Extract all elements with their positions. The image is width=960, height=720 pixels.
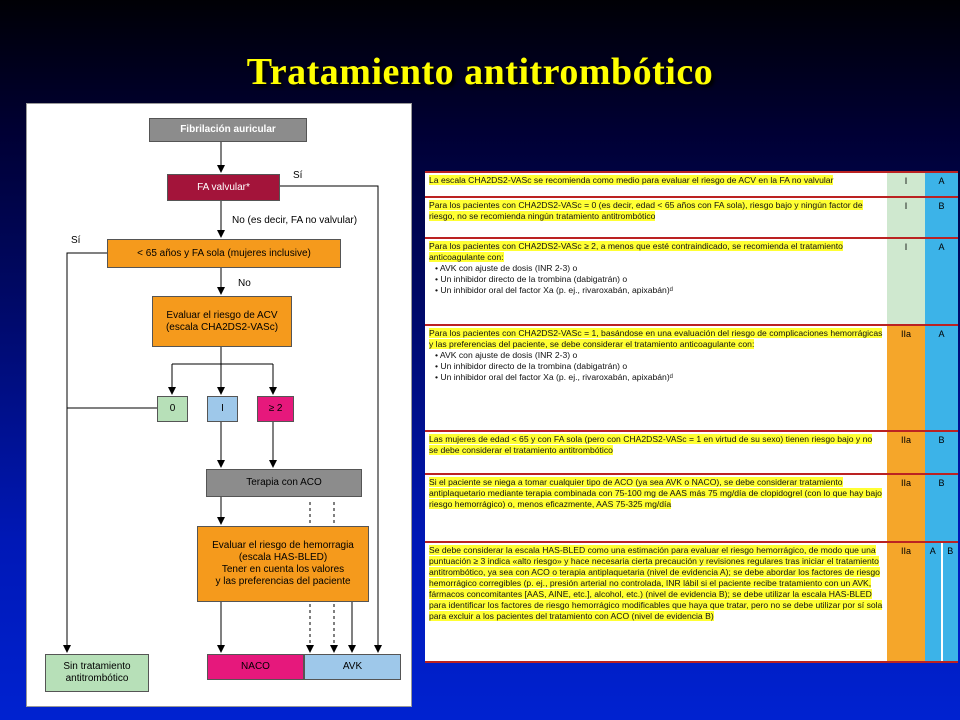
row-bullet: • Un inhibidor directo de la trombina (dabigatrán) o [435, 360, 628, 371]
row-class: IIa [887, 431, 925, 474]
table-row [425, 238, 958, 325]
terapia-aco-label: Terapia con ACO [246, 477, 322, 488]
hem-line1: Evaluar el riesgo de hemorragia [212, 540, 354, 551]
score-0-box [157, 396, 188, 422]
row-text: Si el paciente se niega a tomar cualquier tipo de ACO (ya sea AVK o NACO), se debe considerar tratamiento antiplaquetario mediante terapia combinada con 75-100 mg de AAS más 75 mg/día de clopidogrel (con lo que hay bajo riesgo hemorrágico) o, menos eficazmente, AAS 75-325 mg/día [425, 474, 887, 542]
row-bullet: • Un inhibidor directo de la trombina (dabigatrán) o [435, 274, 628, 284]
score-1-label: I [221, 403, 224, 414]
row-level: A [925, 238, 958, 325]
row-level: B [925, 474, 958, 542]
row-level-a: A [929, 546, 936, 557]
avk-label: AVK [342, 661, 363, 672]
row-class: IIa [887, 542, 925, 662]
row-bullet: • Un inhibidor oral del factor Xa (p. ej., rivaroxabán, apixabán)ᵈ [435, 285, 673, 295]
row-level: A [925, 325, 958, 431]
row-level-b: B [941, 543, 959, 661]
row-class: IIa [887, 325, 925, 431]
evaluar-acv-box [152, 296, 292, 347]
fa-valvular-box [167, 174, 280, 201]
menor65-box [107, 239, 341, 268]
flowchart-panel [26, 103, 412, 707]
row-text: Para los pacientes con CHA2DS2-VASc ≥ 2, a menos que esté contraindicado, se recomienda el tratamiento anticoagulante con: • AVK con ajuste de dosis (INR 2-3) o • Un inhibidor directo de la trombina (dabigatrán) o • Un inhibidor oral del factor Xa (p. ej., rivaroxabán, apixabán)ᵈ [425, 238, 887, 325]
evaluar-acv-line1: Evaluar el riesgo de ACV [166, 309, 278, 321]
table-row [425, 197, 958, 238]
row-class: IIa [887, 474, 925, 542]
table-row [425, 172, 958, 197]
si-menor65-label: Sí [71, 235, 81, 246]
row-text: Se debe considerar la escala HAS-BLED como una estimación para evaluar el riesgo hemorrágico, de modo que una puntuación ≥ 3 indica «alto riesgo» y hace necesaria cierta precaución y revisiones regulares tras iniciar el tratamiento antitrombótico, ya sea con ACO o terapia antiplaquetaria (nivel de evidencia A); se debe abordar los factores de riesgo hemorrágico corregibles (p. ej., presión arterial no controlada, INR lábil si el paciente recibe tratamiento con un AVK, fármacos concomitantes [AAS, AINE, etc.], alcohol, etc.) (nivel de evidencia B); se debe utilizar la escala HAS-BLED para identificar los factores de riesgo hemorrágico modificables que haya que tratar, pero no se debe utilizar por sí sola para excluir a los pacientes del tratamiento con ACO (nivel de evidencia B) [425, 542, 887, 662]
row-level-split [925, 542, 958, 662]
table-row [425, 431, 958, 474]
sin-tto-line1: Sin tratamiento [63, 661, 131, 672]
score-2-box [257, 396, 294, 422]
score-0-label: 0 [169, 403, 176, 414]
score-2-label: ≥ 2 [268, 403, 283, 414]
fa-box [149, 118, 307, 142]
row-class: I [887, 172, 925, 197]
hem-line4: y las preferencias del paciente [215, 576, 351, 587]
evaluar-hemorragia-box [197, 526, 369, 602]
table-row [425, 474, 958, 542]
evaluar-acv-line2: (escala CHA2DS2-VASc) [165, 321, 279, 333]
terapia-aco-box [206, 469, 362, 497]
row-text: La escala CHA2DS2-VASc se recomienda como medio para evaluar el riesgo de ACV en la FA no valvular [425, 172, 887, 197]
sin-tto-line2: antitrombótico [65, 673, 129, 684]
row-bullet: • AVK con ajuste de dosis (INR 2-3) o [435, 263, 578, 273]
slide-title: Tratamiento antitrombótico [246, 51, 714, 93]
table-row [425, 325, 958, 431]
row-text: Las mujeres de edad < 65 y con FA sola (pero con CHA2DS2-VASc = 1 en virtud de su sexo) tienen riesgo bajo y no se debe considerar el tratamiento antitrombótico [425, 431, 887, 474]
row-bullet: • AVK con ajuste de dosis (INR 2-3) o [435, 349, 578, 360]
row-class: I [887, 238, 925, 325]
naco-label: NACO [241, 661, 270, 672]
avk-box [304, 654, 401, 680]
fa-valvular-label: FA valvular* [197, 181, 250, 193]
menor65-label: < 65 años y FA sola (mujeres inclusive) [137, 247, 311, 259]
row-bullet: • Un inhibidor oral del factor Xa (p. ej., rivaroxabán, apixabán)ᵈ [435, 371, 673, 382]
row-text: Para los pacientes con CHA2DS2-VASc = 0 (es decir, edad < 65 años con FA sola), riesgo bajo y ningún factor de riesgo, no se recomienda ningún tratamiento antitrombótico [425, 197, 887, 238]
recommendations-table [425, 171, 958, 663]
hem-line2: (escala HAS-BLED) [238, 552, 328, 563]
row-level: B [925, 431, 958, 474]
row-level: B [925, 197, 958, 238]
no-menor65-label: No [238, 278, 251, 289]
row-class: I [887, 197, 925, 238]
si-valvular-label: Sí [293, 170, 303, 181]
row-text: Para los pacientes con CHA2DS2-VASc = 1, basándose en una evaluación del riesgo de complicaciones hemorrágicas y las preferencias del paciente, se debe considerar el tratamiento anticoagulante con: • AVK con ajuste de dosis (INR 2-3) o • Un inhibidor directo de la trombina (dabigatrán) o • Un inhibidor oral del factor Xa (p. ej., rivaroxabán, apixabán)ᵈ [425, 325, 887, 431]
hem-line3: Tener en cuenta los valores [221, 564, 345, 575]
sin-tratamiento-box [45, 654, 149, 692]
table-row [425, 542, 958, 662]
no-valvular-label: No (es decir, FA no valvular) [232, 215, 358, 226]
score-1-box [207, 396, 238, 422]
row-level: A [925, 172, 958, 197]
fa-label: Fibrilación auricular [180, 124, 276, 135]
naco-box [207, 654, 304, 680]
